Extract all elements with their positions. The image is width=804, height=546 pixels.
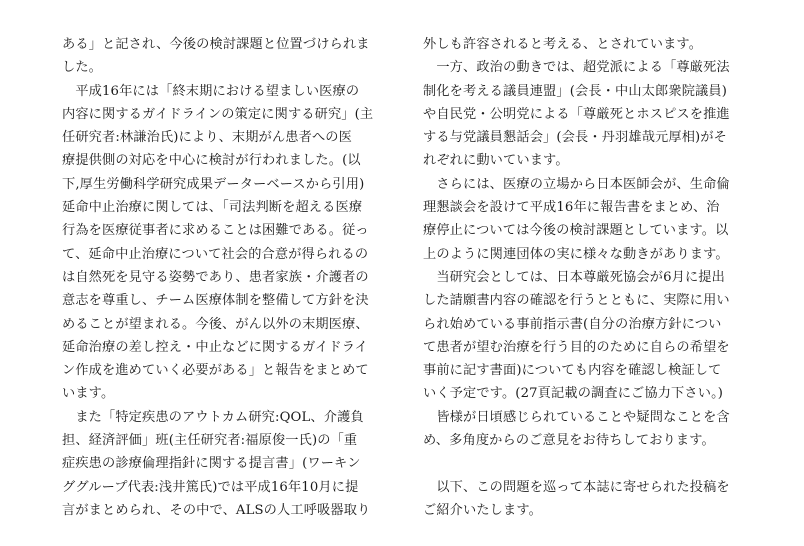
text-line: ン作成を進めていく必要がある」と報告をまとめて [62, 363, 369, 379]
text-line: 療停止については今後の検討課題としています。以 [423, 223, 729, 239]
text-line: られ始めている事前指示書(自分の治療方針につい [423, 316, 722, 332]
text-line: ご紹介いたします。 [423, 502, 542, 518]
text-line: や自民党・公明党による「尊厳死とホスピスを推進 [423, 106, 730, 122]
text-line: 任研究者:林謙治氏)により、末期がん患者への医 [62, 130, 352, 146]
text-line: さらには、医療の立場から日本医師会が、生命倫 [423, 176, 730, 192]
text-line: 行為を医療従事者に求めることは困難である。従っ [62, 223, 369, 239]
text-line: 外しも許容されると考える、とされています。 [423, 37, 703, 52]
text-line: 症疾患の診療倫理指針に関する提言書」(ワーキン [62, 456, 361, 472]
text-line: 平成16年には「終末期における望ましい医療の [62, 83, 360, 99]
text-line: 延命治療の差し控え・中止などに関するガイドライ [62, 339, 368, 355]
text-line: 理懇談会を設けて平成16年に報告書をまとめ、治 [423, 200, 720, 216]
right-text-column [423, 33, 755, 522]
text-line: 一方、政治の動きでは、超党派による「尊厳死法 [423, 60, 730, 76]
text-line: 言がまとめられ、その中で、ALSの人工呼吸器取り [62, 502, 371, 518]
text-line: て、延命中止治療について社会的合意が得られるの [62, 246, 369, 262]
text-line: て患者が望む治療を行う目的のために自らの希望を [423, 339, 730, 355]
text-line: 皆様が日頃感じられていることや疑問なことを含 [423, 409, 730, 425]
left-text-column [62, 33, 392, 522]
paragraph-gap [423, 452, 755, 475]
text-line: 担、経済評価」班(主任研究者:福原俊一氏)の「重 [62, 433, 358, 449]
text-line: めることが望まれる。今後、がん以外の末期医療、 [62, 316, 369, 332]
text-line: 当研究会としては、日本尊厳死協会が6月に提出 [423, 269, 725, 285]
text-line: いく予定です。(27頁記載の調査にご協力下さい。) [423, 386, 724, 402]
text-line: 上のように関連団体の実に様々な動きがあります。 [423, 246, 729, 262]
text-line: ある」と記され、今後の検討課題と位置づけられま [62, 37, 370, 52]
text-line: 意志を尊重し、チーム医療体制を整備して方針を決 [62, 293, 369, 309]
text-line: 以下、この問題を巡って本誌に寄せられた投稿を [423, 479, 730, 495]
text-line: する与党議員懇話会」(会長・丹羽雄哉元厚相)がそ [423, 130, 728, 146]
text-line: した請願書内容の確認を行うとともに、実際に用い [423, 293, 730, 309]
text-line: ググループ代表:浅井篤氏)では平成16年10月に提 [62, 479, 359, 495]
text-line: また「特定疾患のアウトカム研究:QOL、介護負 [62, 409, 364, 425]
text-line: 事前に記す書面)についても内容を確認し検証して [423, 363, 722, 379]
text-line: は自然死を見守る姿勢であり、患者家族・介護者の [62, 269, 369, 285]
text-line: 延命中止治療に関しては、「司法判断を超える医療 [62, 200, 363, 216]
text-line: 療提供側の対応を中心に検討が行われました。(以 [62, 153, 361, 169]
text-line: した。 [62, 60, 103, 76]
text-line: 内容に関するガイドラインの策定に関する研究」(主 [62, 106, 374, 122]
text-line: 制化を考える議員連盟」(会長・中山太郎衆院議員) [423, 83, 728, 99]
text-line: います。 [62, 386, 115, 402]
text-line: 下,厚生労働科学研究成果データーベースから引用) [62, 176, 365, 192]
text-line: め、多角度からのご意見をお待ちしております。 [423, 433, 715, 449]
text-line: れぞれに動いています。 [423, 153, 569, 169]
